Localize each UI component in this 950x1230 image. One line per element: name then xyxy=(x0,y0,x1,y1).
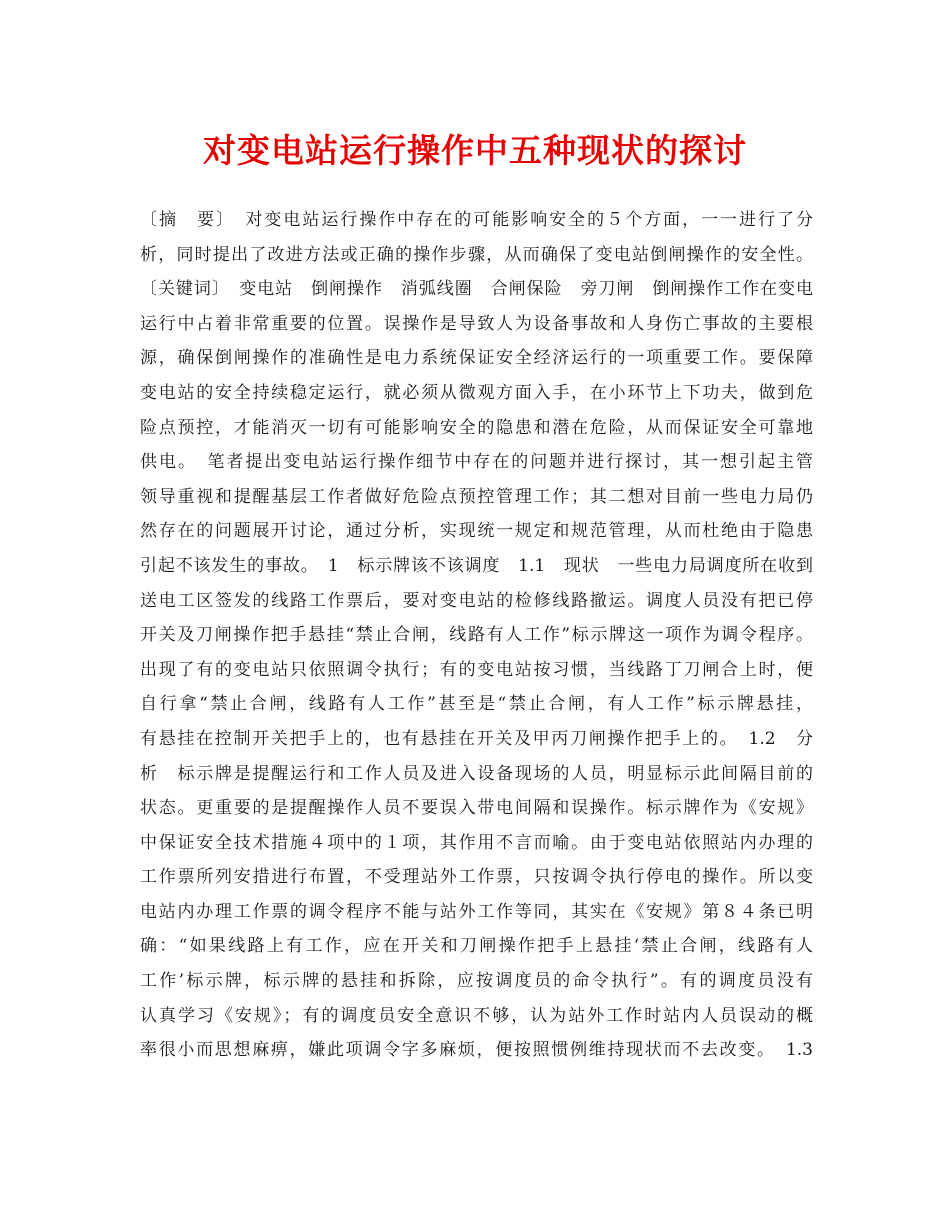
body-line: 状态。更重要的是提醒操作人员不要误入带电间隔和误操作。标示牌作为《安规》 xyxy=(140,798,813,819)
body-line: 确：“如果线路上有工作，应在开关和刀闸操作把手上悬挂‘禁止合闸，线路有人 xyxy=(140,936,813,957)
body-line: 自行拿“禁止合闸，线路有人工作”甚至是“禁止合闸，有人工作”标示牌悬挂， xyxy=(140,694,813,715)
body-line: 送电工区签发的线路工作票后，要对变电站的检修线路撤运。调度人员没有把已停 xyxy=(140,590,813,611)
body-line: 中保证安全技术措施４项中的１项，其作用不言而喻。由于变电站依照站内办理的 xyxy=(140,832,813,853)
document-body xyxy=(140,203,813,1068)
body-line: 有悬挂在控制开关把手上的，也有悬挂在开关及甲丙刀闸操作把手上的。 1.2 分 xyxy=(140,728,813,749)
body-line: 开关及刀闸操作把手悬挂“禁止合闸，线路有人工作”标示牌这一项作为调令程序。 xyxy=(140,625,813,646)
body-line: 供电。 笔者提出变电站运行操作细节中存在的问题并进行探讨，其一想引起主管 xyxy=(140,452,813,473)
body-line: 然存在的问题展开讨论，通过分析，实现统一规定和规范管理，从而杜绝由于隐患 xyxy=(140,521,813,542)
body-line: 源，确保倒闸操作的准确性是电力系统保证安全经济运行的一项重要工作。要保障 xyxy=(140,348,813,369)
body-line: 出现了有的变电站只依照调令执行；有的变电站按习惯，当线路丁刀闸合上时，便 xyxy=(140,659,813,680)
body-line: 运行中占着非常重要的位置。误操作是导致人为设备事故和人身伤亡事故的主要根 xyxy=(140,313,813,334)
body-line: 险点预控，才能消灭一切有可能影响安全的隐患和潜在危险，从而保证安全可靠地 xyxy=(140,417,813,438)
body-line: 认真学习《安规》；有的调度员安全意识不够，认为站外工作时站内人员误动的概 xyxy=(140,1005,813,1026)
body-line: 〔关键词〕 变电站 倒闸操作 消弧线圈 合闸保险 旁刀闸 倒闸操作工作在变电 xyxy=(140,279,813,300)
document-title: 对变电站运行操作中五种现状的探讨 xyxy=(203,131,747,170)
body-line: 〔摘 要〕 对变电站运行操作中存在的可能影响安全的５个方面，一一进行了分 xyxy=(140,210,813,230)
body-line: 工作’标示牌，标示牌的悬挂和拆除，应按调度员的命令执行”。有的调度员没有 xyxy=(140,971,813,992)
body-line: 领导重视和提醒基层工作者做好危险点预控管理工作；其二想对目前一些电力局仍 xyxy=(140,486,813,507)
body-line: 析，同时提出了改进方法或正确的操作步骤，从而确保了变电站倒闸操作的安全性。 xyxy=(140,244,813,265)
body-line: 电站内办理工作票的调令程序不能与站外工作等同，其实在《安规》第８４条已明 xyxy=(140,901,813,922)
body-line: 引起不该发生的事故。 1 标示牌该不该调度 1.1 现状 一些电力局调度所在收到 xyxy=(140,555,813,576)
body-line: 变电站的安全持续稳定运行，就必须从微观方面入手，在小环节上下功夫，做到危 xyxy=(140,382,813,403)
body-line: 工作票所列安措进行布置，不受理站外工作票，只按调令执行停电的操作。所以变 xyxy=(140,867,813,888)
body-line: 率很小而思想麻痹，嫌此项调令字多麻烦，便按照惯例维持现状而不去改变。 1.3 xyxy=(140,1040,813,1061)
body-line: 析 标示牌是提醒运行和工作人员及进入设备现场的人员，明显标示此间隔目前的 xyxy=(140,763,813,784)
